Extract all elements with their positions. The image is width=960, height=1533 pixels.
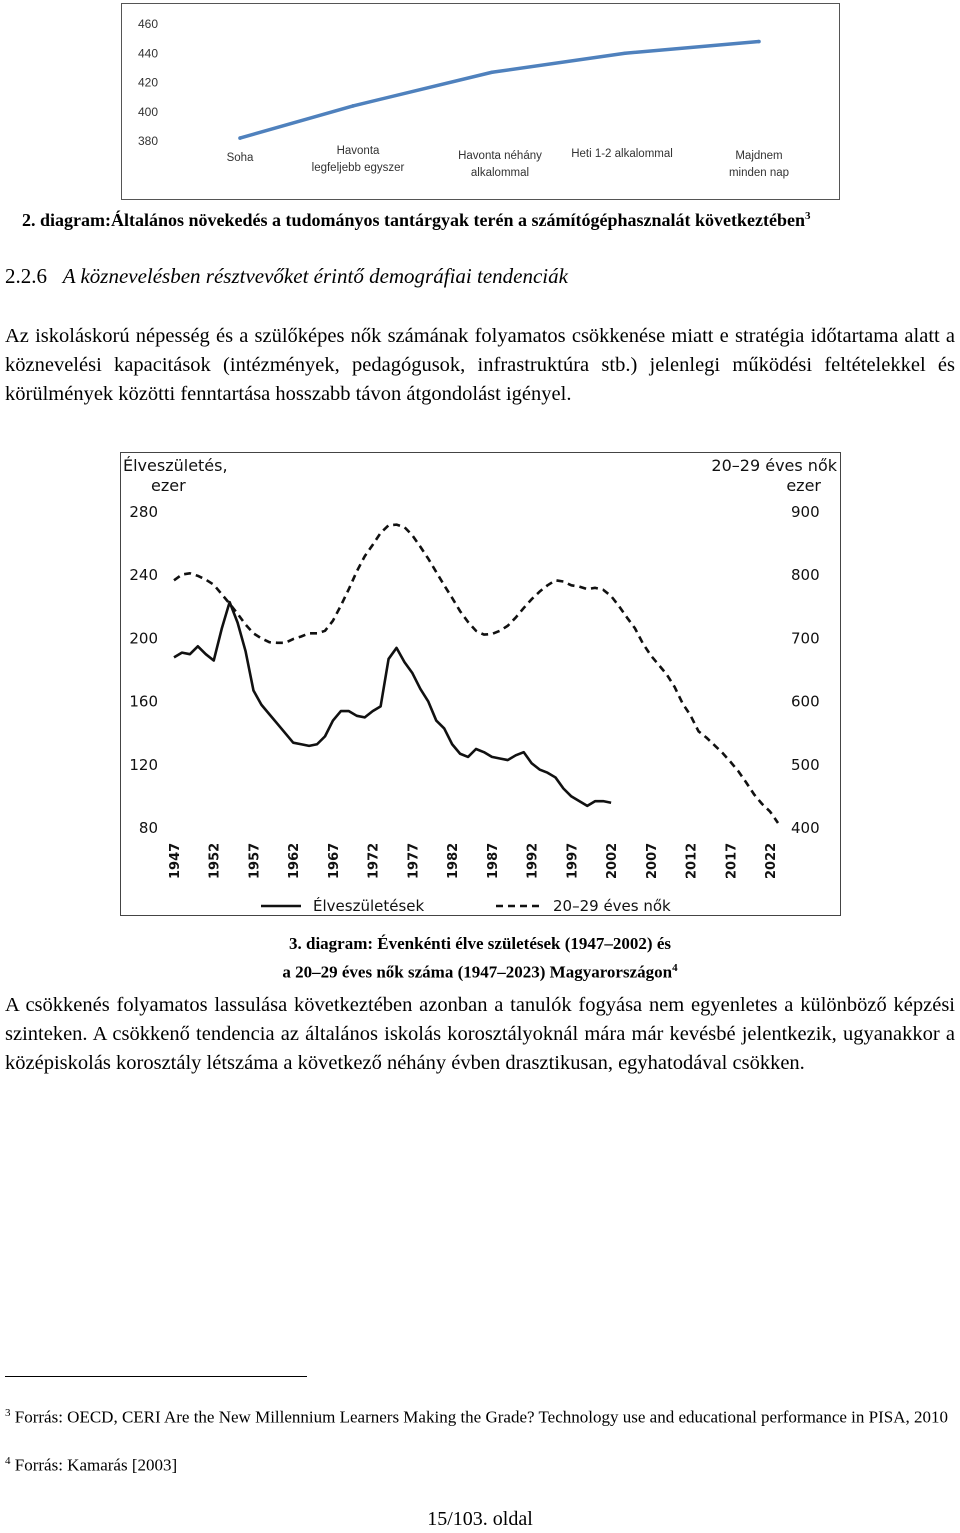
section-title: A köznevelésben résztvevőket érintő demográfiai tendenciák (62, 264, 568, 288)
x-tick-label-1997: 1997 (565, 842, 581, 879)
x-tick-label-1982: 1982 (446, 842, 462, 879)
x-tick-label-1962: 1962 (287, 842, 303, 879)
footnote-3 (5, 1402, 955, 1429)
right-axis-title-line-0: 20–29 éves nők (711, 456, 837, 475)
series-line-1 (174, 525, 778, 823)
chart-births-women (120, 452, 841, 916)
y-tick-label-460: 460 (137, 17, 158, 31)
right-y-tick-label-900: 900 (791, 503, 820, 521)
x-tick-label-2022: 2022 (764, 842, 780, 879)
x-tick-label-2017: 2017 (724, 842, 740, 879)
right-y-tick-label-700: 700 (791, 629, 820, 648)
paragraph-2: A csökkenés folyamatos lassulása következtében azonban a tanulók fogyása nem egyenletes a különböző képzési szinteken. A csökkenő tendencia az általános iskolás korosztályoknál mára már kevésbé jelentkezik, ugyanakkor a középiskolás korosztály létszáma a következő néhány évben drasztikusan, egyhatodával csökken. (5, 994, 955, 1074)
left-y-tick-label-80: 80 (138, 819, 158, 837)
left-y-tick-label-200: 200 (129, 629, 158, 648)
x-category-label-4: Majdnem minden nap (728, 150, 790, 179)
left-axis-title-line-0: Élveszületés, (123, 456, 228, 475)
data-point-2 (490, 70, 494, 74)
x-category-label-2: Havonta néhány alkalommal (458, 150, 542, 179)
x-tick-label-2007: 2007 (644, 842, 660, 879)
right-axis-title-line-1: ezer (786, 476, 821, 495)
section-number: 2.2.6 (5, 264, 47, 288)
data-point-1 (351, 104, 355, 108)
left-axis-title-line-1: ezer (151, 476, 186, 495)
x-category-label-0: Soha (226, 152, 254, 164)
series-line-0 (174, 602, 611, 806)
left-y-tick-label-120: 120 (129, 755, 158, 774)
x-category-label-1: Havonta legfeljebb egyszer (311, 145, 405, 174)
footnote-3-number: 3 (5, 1407, 11, 1419)
right-y-tick-label-600: 600 (791, 692, 820, 711)
chart-2-caption (0, 932, 960, 985)
right-y-tick-label-800: 800 (791, 566, 820, 585)
footnote-4-text: Forrás: Kamarás [2003] (14, 1455, 178, 1475)
footnote-4-number: 4 (5, 1455, 11, 1467)
x-category-label-3: Heti 1-2 alkalommal (571, 148, 673, 160)
right-y-tick-label-500: 500 (791, 755, 820, 774)
x-tick-label-1957: 1957 (247, 842, 263, 879)
data-point-4 (757, 40, 761, 44)
chart-2-caption-line-2: a 20–29 éves nők száma (1947–2023) Magyarországon (282, 962, 673, 982)
footnote-ref-4: 4 (672, 962, 678, 974)
x-tick-label-2002: 2002 (605, 842, 621, 879)
y-tick-label-380: 380 (137, 134, 158, 148)
y-tick-label-400: 400 (137, 104, 158, 119)
footnote-3-text: Forrás: OECD, CERI Are the New Millennium Learners Making the Grade? Technology use and educational performance in PISA, 2010 (14, 1407, 949, 1427)
chart-1-canvas (122, 4, 839, 199)
chart-science-performance (121, 3, 840, 200)
data-point-0 (238, 136, 242, 140)
data-point-3 (623, 51, 627, 55)
x-tick-label-1977: 1977 (406, 842, 422, 879)
chart-2-caption-line-1: 3. diagram: Évenkénti élve születések (1947–2002) és (289, 934, 671, 953)
x-tick-label-1947: 1947 (168, 842, 183, 879)
chart-2-canvas (121, 453, 840, 915)
x-tick-label-1987: 1987 (485, 842, 501, 879)
paragraph-1: Az iskoláskorú népesség és a szülőképes nők számának folyamatos csökkenése miatt e stratégia időtartama alatt a köznevelési kapacitások (intézmények, pedagógusok, infrastruktúra stb.) jelenlegi működési feltételekkel és körülmények közötti fenntartása hosszabb távon átgondolást igényel. (5, 325, 955, 405)
footnote-ref-3: 3 (804, 210, 811, 222)
series-line (240, 42, 759, 139)
chart-1-caption (22, 210, 952, 231)
footnote-separator (5, 1376, 307, 1377)
y-tick-label-440: 440 (137, 46, 158, 61)
legend-label-women: 20–29 éves nők (553, 897, 671, 915)
chart-1-caption-text: 2. diagram:Általános növekedés a tudományos tantárgyak terén a számítógéphasznalát következtében (22, 210, 805, 230)
x-tick-label-1992: 1992 (525, 842, 541, 879)
x-tick-label-2012: 2012 (684, 842, 700, 879)
y-tick-label-420: 420 (137, 75, 158, 90)
right-y-tick-label-400: 400 (791, 819, 820, 837)
legend-label-births: Élveszületések (313, 897, 425, 915)
section-heading (5, 264, 568, 289)
x-tick-label-1967: 1967 (326, 842, 342, 879)
x-tick-label-1952: 1952 (207, 842, 223, 879)
page-number: 15/103. oldal (427, 1508, 533, 1530)
left-y-tick-label-160: 160 (129, 692, 158, 711)
left-y-tick-label-280: 280 (129, 503, 158, 521)
left-y-tick-label-240: 240 (129, 566, 158, 585)
footnote-4 (5, 1450, 955, 1477)
x-tick-label-1972: 1972 (366, 842, 382, 879)
